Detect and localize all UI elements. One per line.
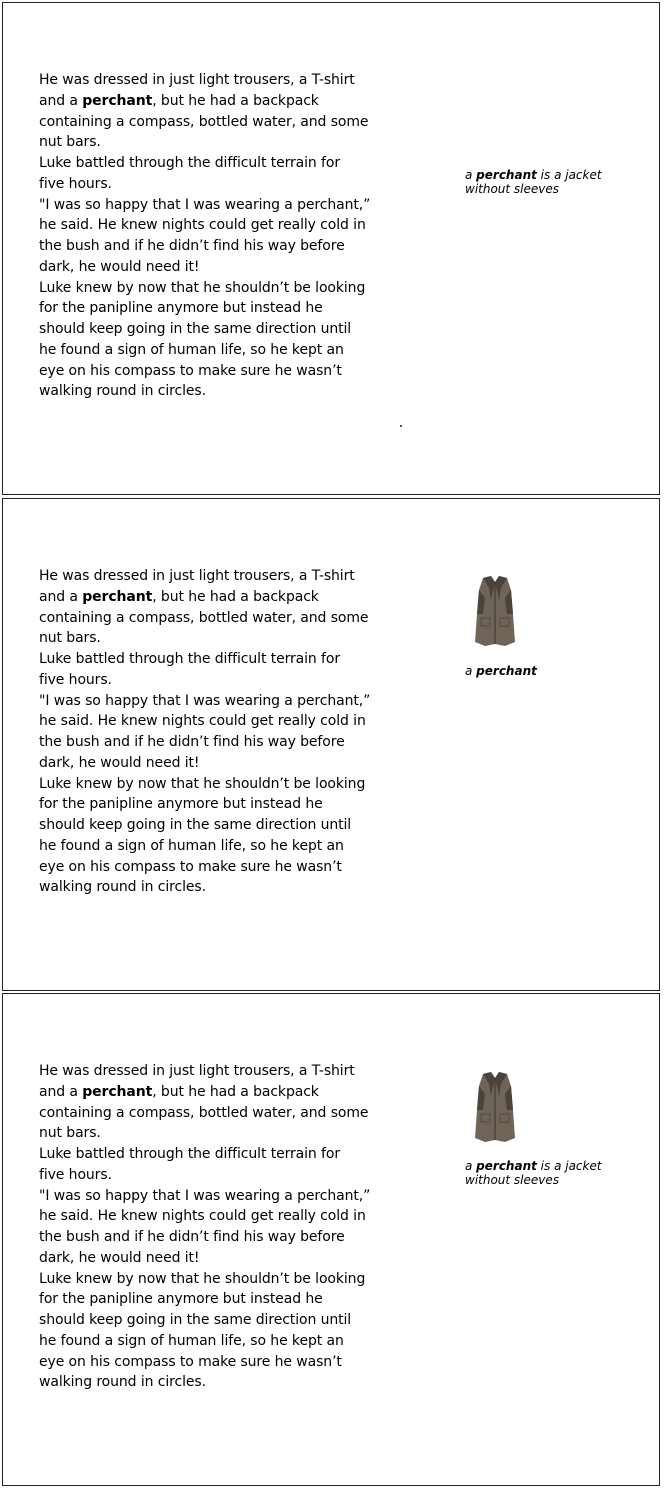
- passage-line: nut bars.: [39, 134, 101, 151]
- passage-line: "I was so happy that I was wearing a perchant,”: [39, 196, 371, 213]
- passage-line: "I was so happy that I was wearing a perchant,”: [39, 692, 371, 709]
- passage-line: and a perchant, but he had a backpack: [39, 1083, 319, 1100]
- passage-line: He was dressed in just light trousers, a T-shirt: [39, 72, 355, 88]
- passage-line: walking round in circles.: [39, 383, 206, 400]
- passage-line: eye on his compass to make sure he wasn’t: [39, 858, 342, 875]
- story-passage: [39, 70, 384, 402]
- passage-line: five hours.: [39, 175, 112, 192]
- passage-line: Luke battled through the difficult terrain for: [39, 155, 341, 171]
- passage-line: he found a sign of human life, so he kept an: [39, 1332, 344, 1349]
- stray-dot: [400, 425, 402, 427]
- passage-line: He was dressed in just light trousers, a T-shirt: [39, 568, 355, 584]
- passage-line: containing a compass, bottled water, and some: [39, 609, 369, 626]
- passage-line: "I was so happy that I was wearing a perchant,”: [39, 1187, 371, 1204]
- passage-line: the bush and if he didn’t find his way before: [39, 1229, 345, 1245]
- passage-line: containing a compass, bottled water, and some: [39, 1104, 369, 1121]
- passage-line: dark, he would need it!: [39, 754, 200, 771]
- passage-line: he found a sign of human life, so he kept an: [39, 341, 344, 358]
- gloss-picture-and-text-definition: a perchant is a jacket without sleeves: [465, 1159, 602, 1187]
- passage-line: eye on his compass to make sure he wasn’t: [39, 1353, 342, 1370]
- target-word: perchant: [82, 92, 153, 109]
- passage-line: for the panipline anymore but instead he: [39, 300, 323, 317]
- story-passage: [39, 1061, 384, 1393]
- passage-line: He was dressed in just light trousers, a T-shirt: [39, 1063, 355, 1079]
- passage-line: Luke knew by now that he shouldn’t be looking: [39, 775, 366, 792]
- passage-line: should keep going in the same direction until: [39, 1312, 352, 1328]
- gloss-text-definition: a perchant is a jacket without sleeves: [465, 168, 602, 196]
- passage-line: Luke battled through the difficult terrain for: [39, 651, 341, 667]
- passage-line: dark, he would need it!: [39, 258, 200, 275]
- passage-line: he said. He knew nights could get really cold in: [39, 713, 366, 730]
- gloss-picture-caption: a perchant: [465, 664, 537, 678]
- vest-icon: [467, 1070, 523, 1146]
- passage-line: walking round in circles.: [39, 1374, 206, 1391]
- passage-line: Luke knew by now that he shouldn’t be looking: [39, 1270, 366, 1287]
- passage-line: should keep going in the same direction until: [39, 321, 352, 337]
- passage-line: Luke knew by now that he shouldn’t be looking: [39, 279, 366, 296]
- passage-line: Luke battled through the difficult terrain for: [39, 1146, 341, 1162]
- passage-line: for the panipline anymore but instead he: [39, 796, 323, 813]
- passage-line: for the panipline anymore but instead he: [39, 1291, 323, 1308]
- passage-line: he said. He knew nights could get really cold in: [39, 217, 366, 234]
- passage-line: the bush and if he didn’t find his way before: [39, 734, 345, 750]
- passage-line: he found a sign of human life, so he kept an: [39, 837, 344, 854]
- passage-line: should keep going in the same direction until: [39, 817, 352, 833]
- passage-line: he said. He knew nights could get really cold in: [39, 1208, 366, 1225]
- story-passage: [39, 566, 384, 898]
- passage-line: and a perchant, but he had a backpack: [39, 92, 319, 109]
- target-word: perchant: [82, 1083, 153, 1100]
- passage-line: the bush and if he didn’t find his way before: [39, 238, 345, 254]
- passage-line: five hours.: [39, 1166, 112, 1183]
- vest-icon: [467, 574, 523, 650]
- passage-line: walking round in circles.: [39, 879, 206, 896]
- passage-line: and a perchant, but he had a backpack: [39, 588, 319, 605]
- passage-line: eye on his compass to make sure he wasn’t: [39, 362, 342, 379]
- target-word: perchant: [82, 588, 153, 605]
- passage-line: containing a compass, bottled water, and some: [39, 113, 369, 130]
- passage-line: five hours.: [39, 671, 112, 688]
- passage-line: nut bars.: [39, 1125, 101, 1142]
- passage-line: dark, he would need it!: [39, 1249, 200, 1266]
- passage-line: nut bars.: [39, 630, 101, 647]
